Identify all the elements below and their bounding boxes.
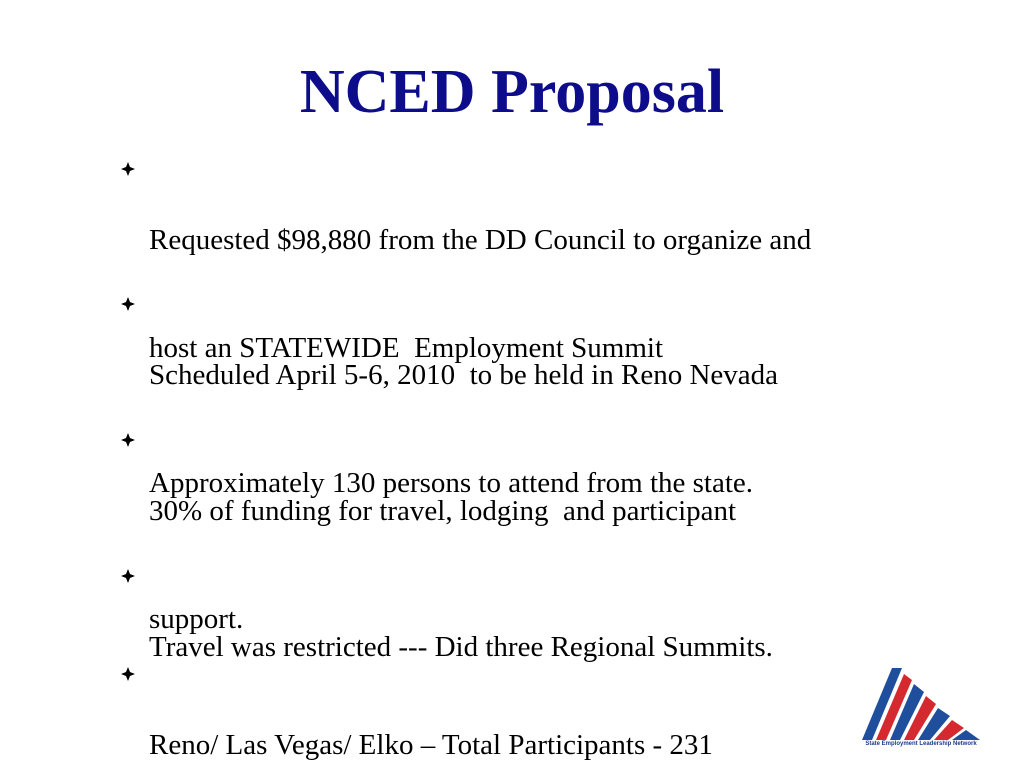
bullet-line: Approximately 130 persons to attend from the state. [149, 467, 754, 499]
bullet-line: Requested $98,880 from the DD Council to organize and [149, 224, 812, 256]
slide-title: NCED Proposal [299, 58, 725, 126]
bullet-line: Reno/ Las Vegas/ Elko – Total Participants - 231 [149, 729, 713, 761]
diamond-bullet-icon [120, 557, 149, 595]
bullet-line: host an STATEWIDE Employment Summit [149, 332, 663, 364]
seln-logo-mark [858, 662, 984, 742]
diamond-bullet-icon [120, 285, 149, 323]
diamond-bullet-icon [120, 421, 149, 459]
bullet-line: Travel was restricted --- Did three Regional Summits. [149, 631, 773, 663]
diamond-bullet-icon [120, 150, 149, 188]
logo-caption: State Employment Leadership Network [865, 741, 977, 747]
bullet-line: 30% of funding for travel, lodging and participant [149, 495, 737, 527]
bullet-text [149, 655, 713, 768]
bullet-line: Scheduled April 5-6, 2010 to be held in Reno Nevada [149, 359, 779, 391]
bullet-item [120, 655, 940, 768]
bullet-line: support. [149, 603, 244, 635]
diamond-bullet-icon [120, 655, 149, 693]
seln-logo [858, 662, 984, 752]
